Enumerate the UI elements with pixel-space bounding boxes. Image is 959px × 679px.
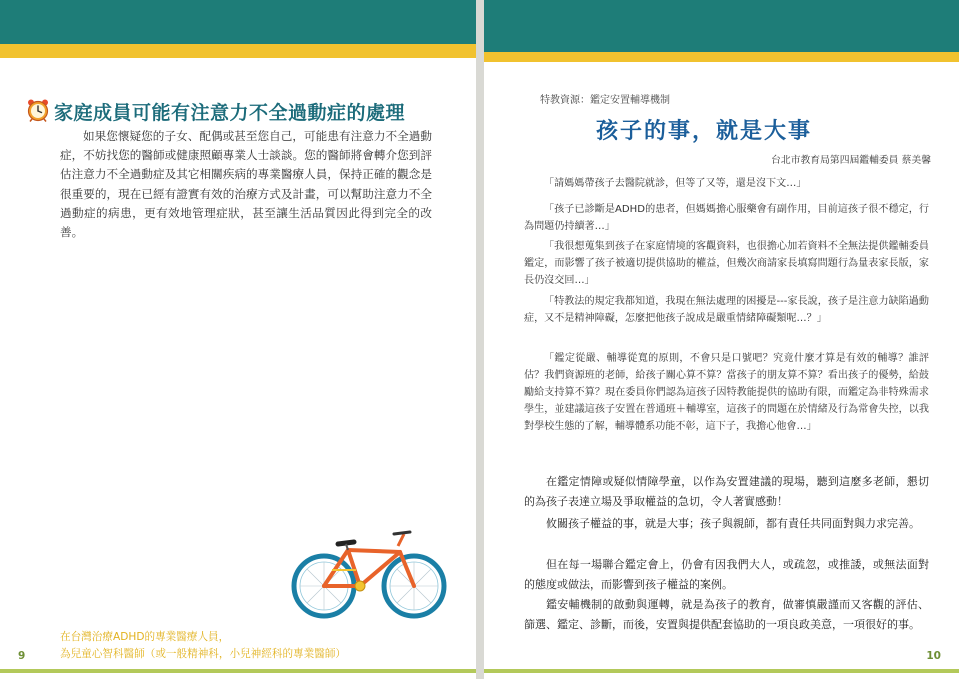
left-page-body: 如果您懷疑您的子女、配偶或甚至您自己，可能患有注意力不全過動症，不妨找您的醫師或健康照顧專業人士談談。您的醫師將會轉介您到評估注意力不全過動症及其它相關疾病的專業醫療人員，保持正確的觀念是很重要的，現在已經有證實有效的治療方式及計畫，可以幫助注意力不全過動症的病患，更有效地管理症狀，甚至讓生活品質因此得到完全的改善。 [60,129,432,240]
left-page-title: 家庭成員可能有注意力不全過動症的處理 [54,102,406,124]
bottom-rule-left [0,669,476,673]
header-band-teal [484,0,959,52]
bicycle-illustration [290,520,450,622]
body-paragraph: 攸關孩子權益的事，就是大事；孩子與親師，都有責任共同面對與力求完善。 [546,517,920,530]
page-number-left: 9 [18,650,26,662]
quote-paragraph: 「鑑定從嚴、輔導從寬的原則，不會只是口號吧？究竟什麼才算是有效的輔導？誰評估？我們資源班的老師，給孩子關心算不算？當孩子的朋友算不算？看出孩子的優勢，給鼓勵給支持算不算？現在委員你們認為這孩子因特教能提供的協助有限，而鑑定為非特殊需求學生，並建議這孩子安置在普通班＋輔導室，這孩子的問題在於情緒及行為常會失控，以我對學校生態的了解，輔導體系功能不彰，這下子，我擔心他會…」 [524,353,929,432]
quote-paragraph: 「請媽媽帶孩子去醫院就診，但等了又等，還是沒下文…」 [544,178,807,189]
body-paragraph: 鑑安輔機制的啟動與運轉，就是為孩子的教育，做審慎嚴謹而又客觀的評估、篩選、鑑定、診斷，而後，安置與提供配套協助的一項良政美意，一項很好的事。 [524,598,929,631]
author-byline: 台北市教育局第四屆鑑輔委員 蔡美馨 [771,155,931,166]
bottom-rule-right [484,669,959,673]
right-page-title: 孩子的事，就是大事 [595,119,812,144]
caption-line-2: 為兒童心智科醫師（或一般精神科，小兒神經科的專業醫師） [60,648,347,660]
book-gutter [476,0,484,679]
quote-paragraph: 「我很想蒐集到孩子在家庭情境的客觀資料，也很擔心加若資料不全無法提供鑑輔委員鑑定，而影響了孩子被適切提供協助的權益，但幾次商請家長填寫問題行為量表家長版，家長仍沒交回…」 [524,241,929,286]
header-band-yellow [0,44,476,58]
right-page [484,0,959,679]
header-band-teal [0,0,476,44]
body-paragraph: 但在每一場聯合鑑定會上，仍會有因我們大人，或疏忽，或推諉，或無法面對的態度或做法，而影響到孩子權益的案例。 [524,558,929,591]
alarm-clock-icon [26,98,50,122]
quote-paragraph: 「孩子已診斷是ADHD的患者，但媽媽擔心服藥會有副作用，目前這孩子很不穩定，行為問題仍持續著…」 [524,204,929,232]
left-page [0,0,476,679]
caption-line-1: 在台灣治療ADHD的專業醫療人員， [60,631,230,643]
body-paragraph: 在鑑定情障或疑似情障學童，以作為安置建議的現場，聽到這麼多老師，懇切的為孩子表達立場及爭取權益的急切，令人著實感動！ [524,475,929,508]
page-number-right: 10 [926,650,941,662]
quote-paragraph: 「特教法的規定我都知道，我現在無法處理的困擾是---家長說，孩子是注意力缺陷過動症，又不是精神障礙，怎麼把他孩子說成是嚴重情緒障礙類呢…？」 [524,296,929,324]
header-band-yellow [484,52,959,62]
resource-label: 特教資源：鑑定安置輔導機制 [540,95,670,106]
